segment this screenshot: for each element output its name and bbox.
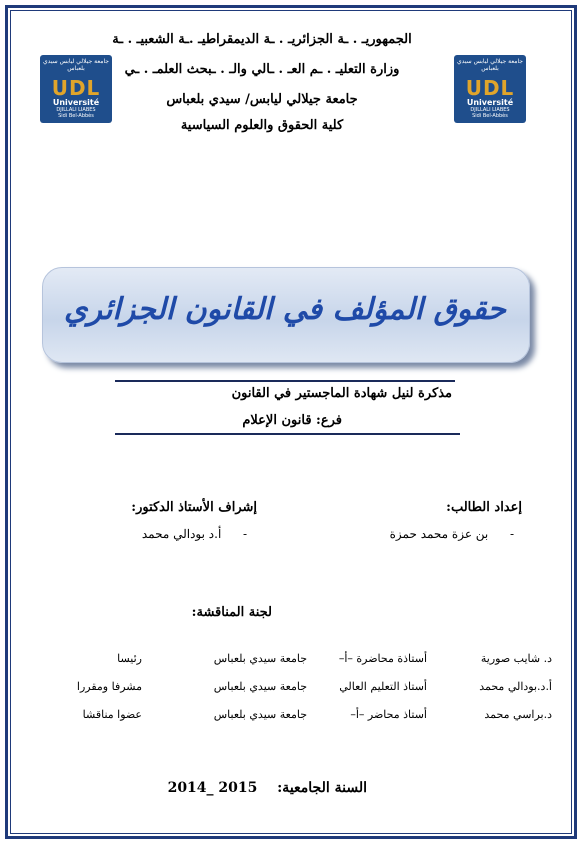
member-role: مشرفا ومقررا <box>76 680 142 693</box>
branch-subtitle: فرع: قانون الإعلام <box>242 413 342 428</box>
logo-sub1: DJILLALI LIABES <box>56 107 96 113</box>
member-name: د. شايب صورية <box>480 652 552 665</box>
logo-mark: UDL <box>465 76 515 100</box>
member-role: رئيسا <box>117 652 142 665</box>
header-ministry: وزارة التعليـ . ـم العـ . ـالي والـ . ـبحث العلمـ . ـي <box>124 62 400 77</box>
logo-sub2: Sidi Bel-Abbès <box>58 113 94 119</box>
university-logo-right <box>454 55 526 123</box>
logo-mark: UDL <box>51 76 101 100</box>
committee-row <box>20 708 552 736</box>
logo-sub1: DJILLALI LIABES <box>470 107 510 113</box>
logo-name: Université <box>52 98 100 107</box>
student-name: بن عزة محمد حمزة <box>389 527 489 541</box>
logo-arabic-text: جامعة جيلالي ليابس سيدي بلعباس <box>43 58 109 72</box>
committee-label: لجنة المناقشة: <box>191 605 272 620</box>
member-university: جامعة سيدي بلعباس <box>213 652 307 665</box>
student-dash: - <box>509 527 514 541</box>
header-faculty: كلية الحقوق والعلوم السياسية <box>180 118 344 133</box>
student-label: إعداد الطالب: <box>446 500 522 515</box>
member-rank: أستاذ محاضر –أ– <box>350 708 427 721</box>
academic-year-value: 2014_ 2015 <box>167 780 258 796</box>
logo-name: Université <box>466 98 514 107</box>
memo-subtitle: مذكرة لنيل شهادة الماجستير في القانون <box>231 386 452 401</box>
logo-sub2: Sidi Bel-Abbès <box>472 113 508 119</box>
member-rank: أستاذ التعليم العالي <box>339 680 427 693</box>
logo-arabic-text: جامعة جيلالي ليابس سيدي بلعباس <box>457 58 523 72</box>
member-name: أ.د.بودالي محمد <box>479 680 552 693</box>
academic-year-label: السنة الجامعية: <box>277 780 367 796</box>
committee-table <box>20 652 552 736</box>
supervisor-name: أ.د بودالي محمد <box>141 527 222 541</box>
header-university: جامعة جيلالي ليابس/ سيدي بلعباس <box>166 92 358 107</box>
member-rank: أستاذة محاضرة –أ– <box>338 652 427 665</box>
header-republic: الجمهوريـ . ـة الجزائريـ . ـة الديمقراطيـ .ـة الشعبيـ . ـة <box>112 32 412 47</box>
supervisor-line <box>142 527 247 541</box>
member-university: جامعة سيدي بلعباس <box>213 708 307 721</box>
thesis-title: حقوق المؤلف في القانون الجزائري <box>64 292 506 327</box>
supervisor-dash: - <box>242 527 247 541</box>
committee-row <box>20 652 552 680</box>
supervisor-label: إشراف الأستاذ الدكتور: <box>131 500 257 515</box>
university-logo-left <box>40 55 112 123</box>
divider-bottom <box>115 433 460 435</box>
member-role: عضوا مناقشا <box>82 708 142 721</box>
committee-row <box>20 680 552 708</box>
academic-year <box>168 780 367 796</box>
member-university: جامعة سيدي بلعباس <box>213 680 307 693</box>
member-name: د.براسي محمد <box>484 708 552 721</box>
student-line <box>390 527 514 541</box>
divider-top <box>115 380 455 382</box>
